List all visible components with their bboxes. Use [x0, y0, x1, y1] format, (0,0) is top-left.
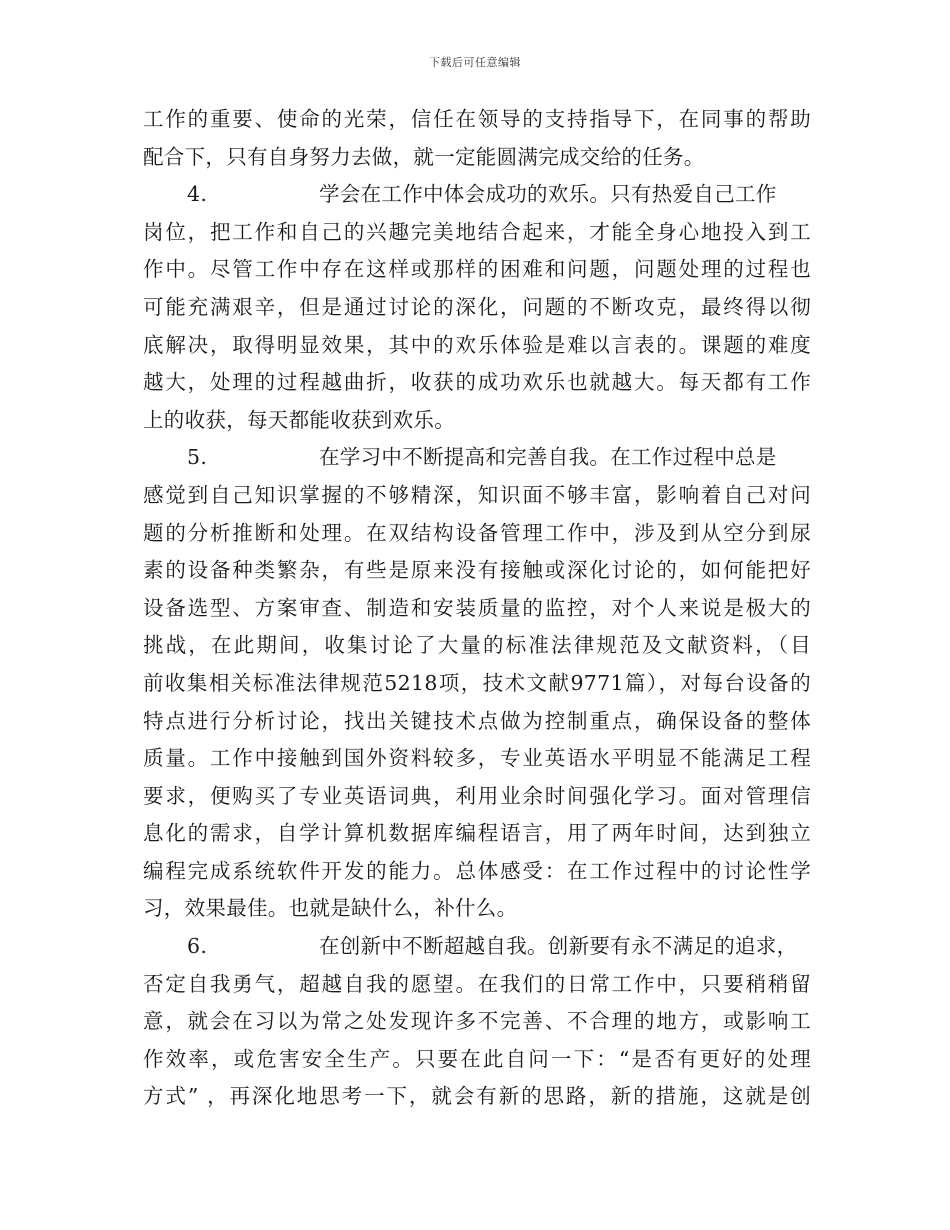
text-line: 配合下，只有自身努力去做，就一定能圆满完成交给的任务。: [143, 144, 705, 169]
text-line: 设备选型、方案审查、制造和安装质量的监控，对个人来说是极大的: [143, 595, 811, 620]
text-line: 岗位，把工作和自己的兴趣完美地结合起来，才能全身心地投入到工: [143, 219, 811, 244]
text-line: 题的分析推断和处理。在双结构设备管理工作中，涉及到从空分到尿: [143, 520, 811, 545]
text-line: 底解决，取得明显效果，其中的欢乐体验是难以言表的。课题的难度: [143, 332, 811, 357]
item-text: 在创新中不断超越自我。创新要有永不满足的追求，: [319, 934, 798, 959]
text-line: 感觉到自己知识掌握的不够精深，知识面不够丰富，影响着自己对问: [143, 482, 811, 507]
numbered-item-5: [143, 439, 811, 477]
text-line: 意，就会在习以为常之处发现许多不完善、不合理的地方，或影响工: [143, 1009, 811, 1034]
text-line: 作中。尽管工作中存在这样或那样的困难和问题，问题处理的过程也: [143, 257, 811, 282]
page-header: 下载后可任意编辑: [429, 56, 521, 69]
text-line: 质量。工作中接触到国外资料较多，专业英语水平明显不能满足工程: [143, 746, 811, 771]
text-line: 上的收获，每天都能收获到欢乐。: [143, 407, 455, 432]
item-number: 4.: [187, 182, 208, 207]
text-line: 方式” ，再深化地思考一下，就会有新的思路，新的措施，这就是创: [143, 1084, 811, 1109]
text-line: 工作的重要、使命的光荣，信任在领导的支持指导下，在同事的帮助: [143, 107, 811, 131]
text-line: 挑战，在此期间，收集讨论了大量的标准法律规范及文献资料，（目: [143, 633, 811, 658]
text-line: 要求，便购买了专业英语词典，利用业余时间强化学习。面对管理信: [143, 783, 811, 808]
text-line: 特点进行分析讨论，找出关键技术点做为控制重点，确保设备的整体: [143, 708, 811, 733]
item-number: 5.: [187, 445, 208, 470]
text-line: 作效率，或危害安全生产。只要在此自问一下：“是否有更好的处理: [143, 1046, 811, 1071]
text-line: 编程完成系统软件开发的能力。总体感受：在工作过程中的讨论性学: [143, 858, 811, 883]
text-line: 前收集相关标准法律规范5218项，技术文献9771篇），对每台设备的: [143, 670, 811, 695]
item-text: 在学习中不断提高和完善自我。在工作过程中总是: [319, 445, 777, 470]
text-line: 素的设备种类繁杂，有些是原来没有接触或深化讨论的，如何能把好: [143, 558, 811, 583]
text-line: 可能充满艰辛，但是通过讨论的深化，问题的不断攻克，最终得以彻: [143, 294, 811, 319]
text-line: 否定自我勇气，超越自我的愿望。在我们的日常工作中，只要稍稍留: [143, 971, 811, 996]
text-line: 息化的需求，自学计算机数据库编程语言，用了两年时间，达到独立: [143, 821, 811, 846]
text-line: 越大，处理的过程越曲折，收获的成功欢乐也就越大。每天都有工作: [143, 370, 811, 395]
document-body: [143, 101, 811, 1116]
text-line: 习，效果最佳。也就是缺什么，补什么。: [143, 896, 518, 921]
item-text: 学会在工作中体会成功的欢乐。只有热爱自己工作: [319, 182, 777, 207]
item-number: 6.: [187, 934, 208, 959]
numbered-item-4: [143, 176, 811, 214]
numbered-item-6: [143, 928, 811, 966]
